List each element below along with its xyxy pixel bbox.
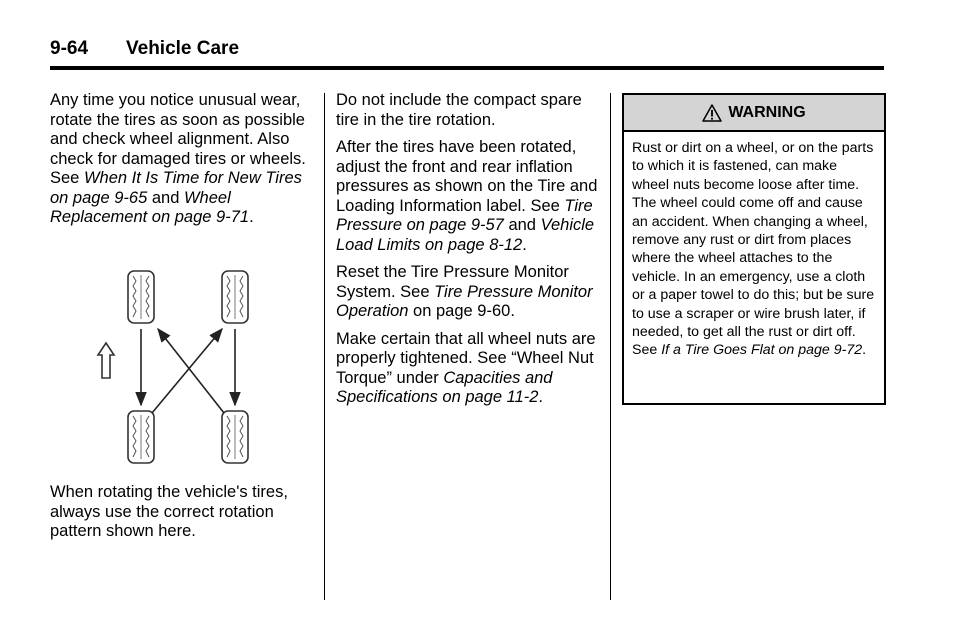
page-header	[50, 38, 884, 70]
section-title: Vehicle Care	[126, 38, 240, 59]
warning-title: WARNING	[728, 103, 806, 121]
link-wheel-replacement[interactable]: Wheel Replacement on page 9-71	[50, 188, 250, 226]
page-number: 9-64	[50, 38, 89, 59]
link-when-time-new-tires[interactable]: When It Is Time for New Tires on page 9-65	[50, 169, 302, 207]
link-tire-pressure[interactable]: Tire Pressure on page 9-57	[336, 196, 593, 234]
paragraph-spare-tire: Do not include the compact spare tire in the tire rotation.	[336, 91, 582, 129]
rotation-arrow-icon	[152, 329, 222, 413]
paragraph-reset-tpms: Reset the Tire Pressure Monitor System. See Tire Pressure Monitor Operation on page 9-60.	[336, 263, 593, 320]
diagram-caption: When rotating the vehicle's tires, always use the correct rotation pattern shown here.	[50, 483, 288, 540]
tire-icon	[222, 411, 248, 463]
warning-header	[624, 95, 884, 132]
tire-icon	[128, 271, 154, 323]
link-vehicle-load-limits[interactable]: Vehicle Load Limits on page 8-12	[336, 216, 595, 254]
paragraph-rotation-intro: Any time you notice unusual wear, rotate the tires as soon as possible and check wheel alignment. Also check for damaged tires or wheels. See When It Is Time for New Tires on page 9-65 and Wheel Replacement on page 9-71.	[50, 91, 306, 226]
arrow-up-outline-icon	[98, 343, 114, 378]
link-capacities-specs[interactable]: Capacities and Specifications on page 11-2	[336, 368, 553, 406]
link-tpms-operation[interactable]: Tire Pressure Monitor Operation	[336, 282, 593, 320]
column-divider	[610, 93, 611, 600]
warning-triangle-icon	[702, 104, 722, 122]
warning-body: Rust or dirt on a wheel, or on the parts to which it is fastened, can make wheel nuts become loose after time. The wheel could come off and cause an accident. When changing a wheel, remove any rust or dirt from places where the wheel attaches to the vehicle. In an emergency, use a cloth or a paper towel to do this; but be sure to use a scraper or wire brush later, if needed, to get all the rust or dirt off. See If a Tire Goes Flat on page 9-72.	[632, 140, 875, 359]
column-left	[50, 91, 318, 236]
warning-box	[622, 93, 886, 405]
rotation-arrow-icon	[158, 329, 224, 413]
paragraph-inflation: After the tires have been rotated, adjust the front and rear inflation pressures as shown on the Tire and Loading Information label. See Tire Pressure on page 9-57 and Vehicle Load Limits on page 8-12.	[336, 138, 598, 254]
tire-rotation-diagram	[88, 265, 260, 465]
column-middle	[336, 91, 604, 416]
paragraph-wheel-nuts: Make certain that all wheel nuts are properly tightened. See “Wheel Nut Torque” under Capacities and Specifications on page 11-2.	[336, 329, 596, 406]
link-tire-goes-flat[interactable]: If a Tire Goes Flat on page 9-72	[661, 342, 863, 359]
tire-icon	[222, 271, 248, 323]
tire-icon	[128, 411, 154, 463]
column-divider	[324, 93, 325, 600]
